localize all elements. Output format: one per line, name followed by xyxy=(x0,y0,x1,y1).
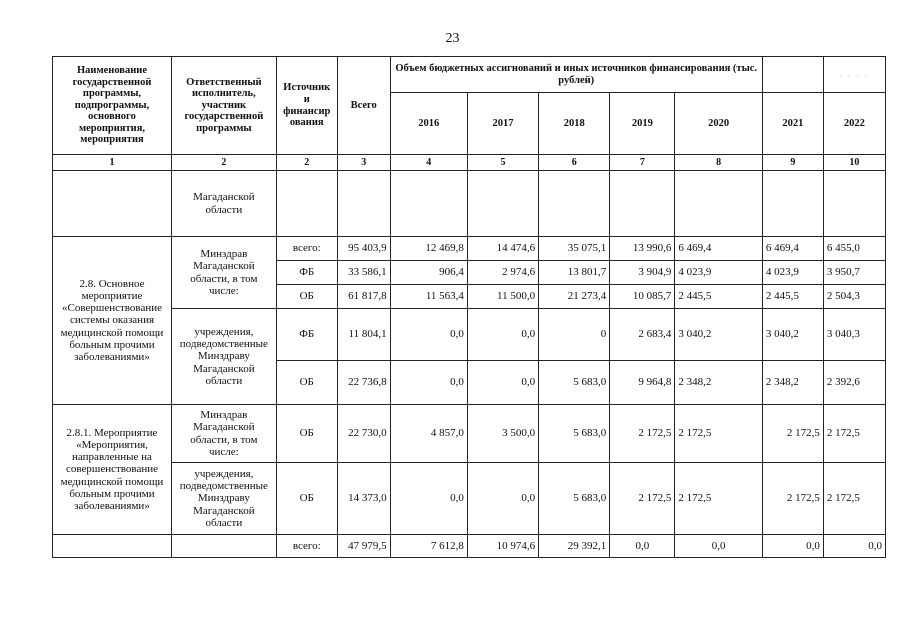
header-ghost-2022 xyxy=(823,57,885,93)
value-cell: 0,0 xyxy=(390,361,467,405)
value-cell: 2 172,5 xyxy=(675,463,762,535)
header-year-2022: 2022 xyxy=(823,93,885,155)
source-cell: ОБ xyxy=(276,361,337,405)
value-cell: 4 023,9 xyxy=(675,261,762,285)
header-source: Источник и финансир ования xyxy=(276,57,337,155)
value-cell: 2 445,5 xyxy=(762,285,823,309)
table-row xyxy=(53,171,886,237)
source-cell: ОБ xyxy=(276,285,337,309)
header-year-2021: 2021 xyxy=(762,93,823,155)
value-cell: 2 172,5 xyxy=(823,405,885,463)
col-number: 8 xyxy=(675,155,762,171)
value-cell: 0 xyxy=(539,309,610,361)
value-cell: 2 348,2 xyxy=(762,361,823,405)
value-cell xyxy=(467,171,538,237)
value-cell: 0,0 xyxy=(467,463,538,535)
header-year-2018: 2018 xyxy=(539,93,610,155)
value-cell: 33 586,1 xyxy=(337,261,390,285)
value-cell: 4 023,9 xyxy=(762,261,823,285)
col-number: 2 xyxy=(171,155,276,171)
source-cell: ФБ xyxy=(276,261,337,285)
table-row xyxy=(53,309,886,361)
value-cell: 5 683,0 xyxy=(539,405,610,463)
value-cell: 2 348,2 xyxy=(675,361,762,405)
value-cell: 0,0 xyxy=(467,309,538,361)
header-year-2016: 2016 xyxy=(390,93,467,155)
source-cell xyxy=(276,171,337,237)
value-cell: 12 469,8 xyxy=(390,237,467,261)
value-cell xyxy=(610,171,675,237)
value-cell: 35 075,1 xyxy=(539,237,610,261)
source-cell: всего: xyxy=(276,237,337,261)
executor-cell: Магаданской области xyxy=(171,171,276,237)
value-cell: 22 736,8 xyxy=(337,361,390,405)
value-cell: 2 172,5 xyxy=(762,405,823,463)
value-cell: 6 455,0 xyxy=(823,237,885,261)
ghost-text: . . . . xyxy=(839,68,870,79)
value-cell: 95 403,9 xyxy=(337,237,390,261)
col-number: 9 xyxy=(762,155,823,171)
value-cell: 0,0 xyxy=(823,535,885,558)
value-cell: 2 974,6 xyxy=(467,261,538,285)
value-cell: 3 500,0 xyxy=(467,405,538,463)
value-cell: 3 904,9 xyxy=(610,261,675,285)
value-cell xyxy=(539,171,610,237)
table-row xyxy=(53,535,886,558)
value-cell: 906,4 xyxy=(390,261,467,285)
value-cell: 6 469,4 xyxy=(675,237,762,261)
value-cell: 0,0 xyxy=(675,535,762,558)
source-cell: всего: xyxy=(276,535,337,558)
header-year-2020: 2020 xyxy=(675,93,762,155)
value-cell xyxy=(337,171,390,237)
value-cell xyxy=(762,171,823,237)
col-number: 5 xyxy=(467,155,538,171)
header-program-name: Наименование государственной программы, подпрограммы, основного мероприятия, мероприятия xyxy=(53,57,172,155)
table-row xyxy=(53,463,886,535)
col-number: 10 xyxy=(823,155,885,171)
col-number: 6 xyxy=(539,155,610,171)
value-cell xyxy=(675,171,762,237)
header-blank-2021 xyxy=(762,57,823,93)
column-numbering-row xyxy=(53,155,886,171)
value-cell: 29 392,1 xyxy=(539,535,610,558)
program-name-cell xyxy=(53,535,172,558)
value-cell: 0,0 xyxy=(390,309,467,361)
col-number: 4 xyxy=(390,155,467,171)
value-cell: 7 612,8 xyxy=(390,535,467,558)
value-cell xyxy=(390,171,467,237)
value-cell: 2 504,3 xyxy=(823,285,885,309)
col-number: 2 xyxy=(276,155,337,171)
value-cell: 0,0 xyxy=(762,535,823,558)
value-cell: 4 857,0 xyxy=(390,405,467,463)
table-row xyxy=(53,405,886,463)
value-cell: 22 730,0 xyxy=(337,405,390,463)
col-number: 3 xyxy=(337,155,390,171)
value-cell: 2 172,5 xyxy=(610,463,675,535)
value-cell: 2 683,4 xyxy=(610,309,675,361)
value-cell xyxy=(823,171,885,237)
value-cell: 10 085,7 xyxy=(610,285,675,309)
value-cell: 3 040,2 xyxy=(675,309,762,361)
value-cell: 0,0 xyxy=(390,463,467,535)
page-number: 23 xyxy=(445,31,460,46)
col-number: 1 xyxy=(53,155,172,171)
value-cell: 2 172,5 xyxy=(762,463,823,535)
program-name-cell: 2.8.1. Мероприятие «Мероприятия, направленные на совершенствование медицинской помощи больным прочими заболеваниями» xyxy=(53,405,172,535)
header-year-2019: 2019 xyxy=(610,93,675,155)
value-cell: 5 683,0 xyxy=(539,463,610,535)
value-cell: 3 040,3 xyxy=(823,309,885,361)
value-cell: 21 273,4 xyxy=(539,285,610,309)
value-cell: 3 040,2 xyxy=(762,309,823,361)
value-cell: 2 445,5 xyxy=(675,285,762,309)
executor-cell: учреждения, подведомственные Минздраву Магаданской области xyxy=(171,309,276,405)
header-total: Всего xyxy=(337,57,390,155)
value-cell: 10 974,6 xyxy=(467,535,538,558)
program-name-cell xyxy=(53,171,172,237)
col-number: 7 xyxy=(610,155,675,171)
executor-cell: Минздрав Магаданской области, в том числе: xyxy=(171,405,276,463)
value-cell: 11 500,0 xyxy=(467,285,538,309)
executor-cell: учреждения, подведомственные Минздраву Магаданской области xyxy=(171,463,276,535)
header-executor: Ответственный исполнитель, участник государственной программы xyxy=(171,57,276,155)
value-cell: 9 964,8 xyxy=(610,361,675,405)
value-cell: 6 469,4 xyxy=(762,237,823,261)
value-cell: 11 563,4 xyxy=(390,285,467,309)
value-cell: 11 804,1 xyxy=(337,309,390,361)
value-cell: 13 990,6 xyxy=(610,237,675,261)
value-cell: 0,0 xyxy=(467,361,538,405)
table-row xyxy=(53,237,886,261)
source-cell: ФБ xyxy=(276,309,337,361)
value-cell: 14 474,6 xyxy=(467,237,538,261)
value-cell: 2 172,5 xyxy=(675,405,762,463)
value-cell: 2 172,5 xyxy=(823,463,885,535)
header-budget-group: Объем бюджетных ассигнований и иных источников финансирования (тыс. рублей) xyxy=(390,57,762,93)
value-cell: 3 950,7 xyxy=(823,261,885,285)
executor-cell: Минздрав Магаданской области, в том числе: xyxy=(171,237,276,309)
value-cell: 2 392,6 xyxy=(823,361,885,405)
header-year-2017: 2017 xyxy=(467,93,538,155)
source-cell: ОБ xyxy=(276,463,337,535)
source-cell: ОБ xyxy=(276,405,337,463)
financing-table xyxy=(52,56,886,558)
value-cell: 0,0 xyxy=(610,535,675,558)
executor-cell xyxy=(171,535,276,558)
value-cell: 47 979,5 xyxy=(337,535,390,558)
value-cell: 2 172,5 xyxy=(610,405,675,463)
value-cell: 13 801,7 xyxy=(539,261,610,285)
value-cell: 14 373,0 xyxy=(337,463,390,535)
program-name-cell: 2.8. Основное мероприятие «Совершенствование системы оказания медицинской помощи больным прочими заболеваниями» xyxy=(53,237,172,405)
value-cell: 5 683,0 xyxy=(539,361,610,405)
value-cell: 61 817,8 xyxy=(337,285,390,309)
